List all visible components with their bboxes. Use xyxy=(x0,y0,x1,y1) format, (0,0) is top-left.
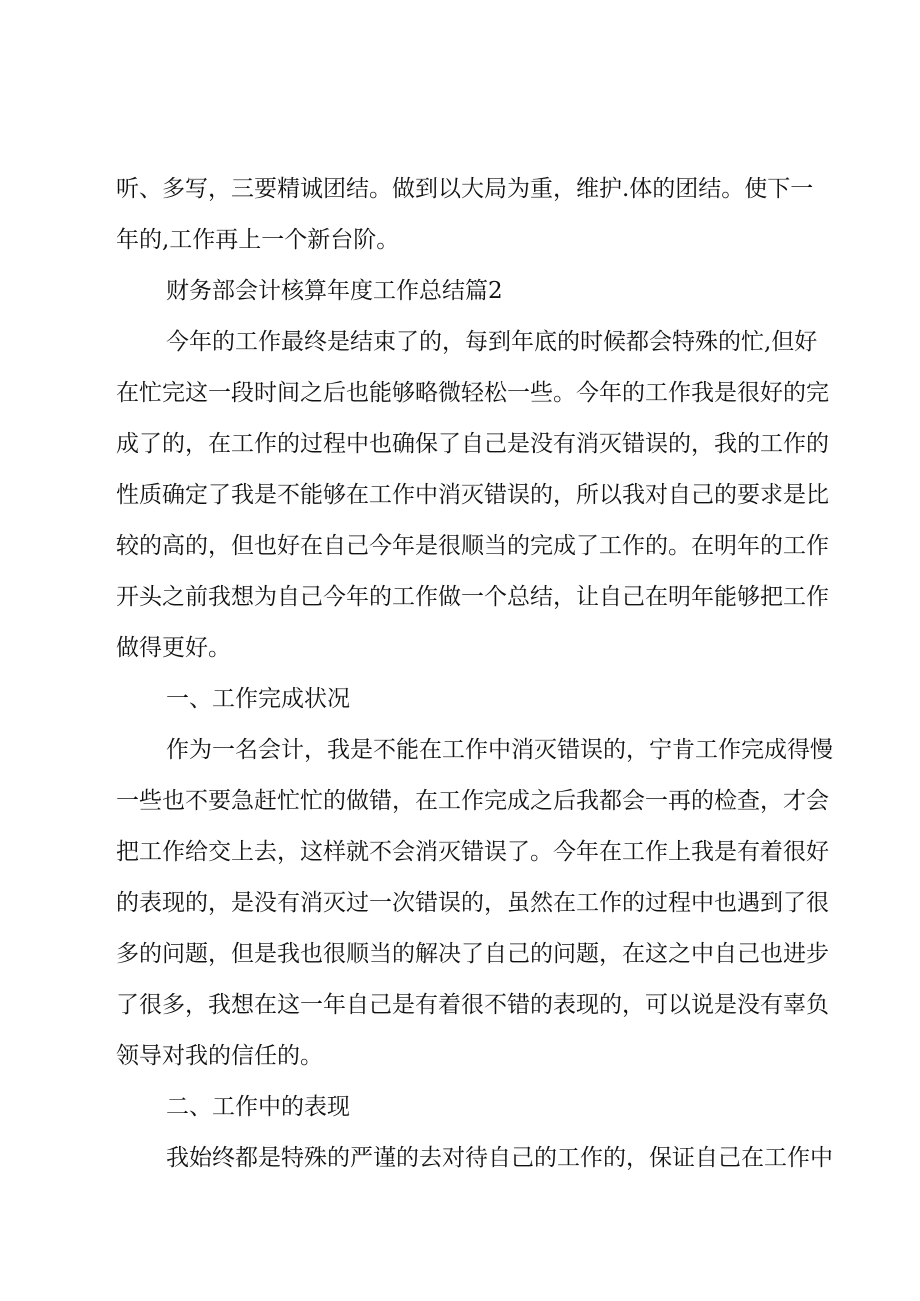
paragraph-line: 做得更好。 xyxy=(116,635,231,661)
paragraph-line: 较的高的，但也好在自己今年是很顺当的完成了工作的。在明年的工作 xyxy=(116,533,829,559)
section-title: 财务部会计核算年度工作总结篇2 xyxy=(166,278,503,304)
paragraph-line: 把工作给交上去，这样就不会消灭错误了。今年在工作上我是有着很好 xyxy=(116,839,829,865)
subheading: 一、工作完成状况 xyxy=(166,686,350,712)
paragraph-line: 多的问题，但是我也很顺当的解决了自己的问题，在这之中自己也进步 xyxy=(116,941,829,967)
paragraph-first-line: 作为一名会计，我是不能在工作中消灭错误的，宁肯工作完成得慢 xyxy=(166,737,833,763)
paragraph-continuation-line: 听、多写，三要精诚团结。做到以大局为重，维护.体的团结。使下一 xyxy=(116,176,814,202)
paragraph-first-line: 我始终都是特殊的严谨的去对待自己的工作的，保证自己在工作中 xyxy=(166,1145,833,1171)
paragraph-line: 领导对我的信任的。 xyxy=(116,1043,323,1069)
paragraph-line: 开头之前我想为自己今年的工作做一个总结，让自己在明年能够把工作 xyxy=(116,584,829,610)
paragraph-line: 一些也不要急赶忙忙的做错，在工作完成之后我都会一再的检查，才会 xyxy=(116,788,829,814)
paragraph-continuation-line: 年的,工作再上一个新台阶。 xyxy=(116,227,400,253)
paragraph-line: 的表现的，是没有消灭过一次错误的，虽然在工作的过程中也遇到了很 xyxy=(116,890,829,916)
paragraph-first-line: 今年的工作最终是结束了的，每到年底的时候都会特殊的忙,但好 xyxy=(166,329,818,355)
subheading: 二、工作中的表现 xyxy=(166,1094,350,1120)
paragraph-line: 在忙完这一段时间之后也能够略微轻松一些。今年的工作我是很好的完 xyxy=(116,380,829,406)
paragraph-line: 了很多，我想在这一年自己是有着很不错的表现的，可以说是没有辜负 xyxy=(116,992,829,1018)
paragraph-line: 性质确定了我是不能够在工作中消灭错误的，所以我对自己的要求是比 xyxy=(116,482,829,508)
paragraph-line: 成了的，在工作的过程中也确保了自己是没有消灭错误的，我的工作的 xyxy=(116,431,829,457)
